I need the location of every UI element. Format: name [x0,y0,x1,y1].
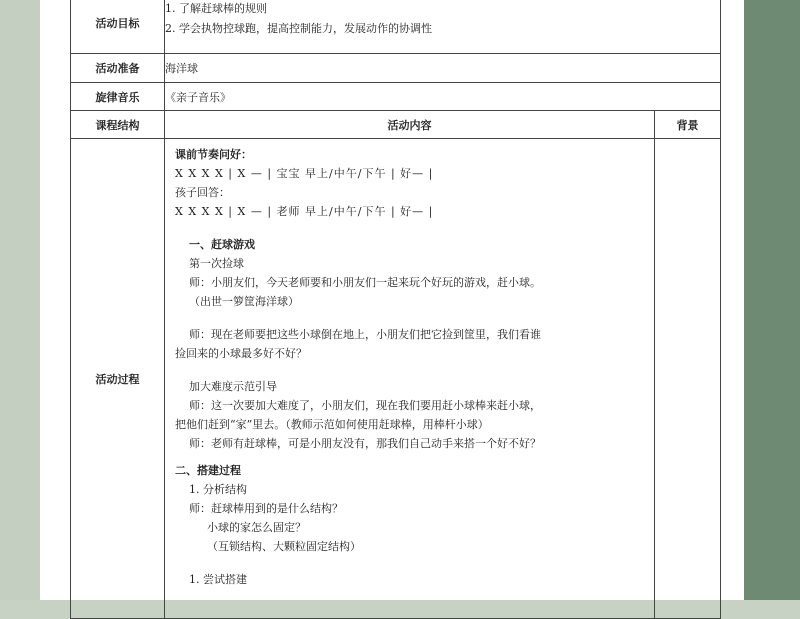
first-pick: 第一次捡球 [189,257,244,270]
teacher-line-2: 师：现在老师要把这些小球倒在地上，小朋友们把它捡到筐里，我们看谁 [189,328,541,341]
try-build: 1. 尝试搭建 [189,573,247,586]
header-row [71,111,721,139]
greet-title: 课前节奏问好： [175,148,252,161]
child-answer: 孩子回答： [175,186,230,199]
teacher-line-3: 师：这一次要加大难度了，小朋友们，现在我们要用赶小球棒来赶小球， [189,399,541,412]
goal-label: 活动目标 [71,0,165,54]
header-content: 活动内容 [165,111,655,139]
teacher-line-4: 师：老师有赶球棒，可是小朋友没有，那我们自己动手来搭一个好不好？ [189,437,541,450]
music-label: 旋律音乐 [71,83,165,111]
goal-line-1: 1. 了解赶球棒的规则 [165,2,267,15]
music-value: 《亲子音乐》 [165,83,721,111]
right-backdrop [744,0,800,600]
left-backdrop [0,0,40,600]
goal-content [165,0,721,54]
process-label: 活动过程 [71,139,165,619]
header-structure: 课程结构 [71,111,165,139]
section-1-title: 一、赶球游戏 [189,238,255,251]
process-content [165,139,655,619]
prep-value: 海洋球 [165,54,721,83]
process-row [71,139,721,619]
goal-line-2: 2. 学会执物控球跑，提高控制能力，发展动作的协调性 [165,22,432,35]
music-row [71,83,721,111]
analyze-structure: 1. 分析结构 [189,483,247,496]
question-2: 小球的家怎么固定？ [207,521,306,534]
prep-label: 活动准备 [71,54,165,83]
harder-title: 加大难度示范引导 [189,380,277,393]
header-background: 背景 [655,111,721,139]
teacher-line-1: 师：小朋友们，今天老师要和小朋友们一起来玩个好玩的游戏，赶小球。 [189,276,541,289]
lesson-plan-table [70,0,721,619]
rhythm-line-1: X X X X | X — | 宝宝 早上/中午/下午 | 好— | [175,167,434,180]
goal-row [71,0,721,54]
rhythm-line-2: X X X X | X — | 老师 早上/中午/下午 | 好— | [175,205,434,218]
section-2-title: 二、搭建过程 [175,464,241,477]
prep-row [71,54,721,83]
background-cell [655,139,721,619]
teacher-line-3b: 把他们赶到“家”里去。（教师示范如何使用赶球棒，用棒杆小球） [175,418,489,431]
question-1: 师：赶球棒用到的是什么结构？ [189,502,343,515]
teacher-line-2b: 捡回来的小球最多好不好？ [175,347,307,360]
answer-2: （互锁结构、大颗粒固定结构） [207,540,361,553]
teacher-line-1b: （出世一箩筐海洋球） [189,295,299,308]
